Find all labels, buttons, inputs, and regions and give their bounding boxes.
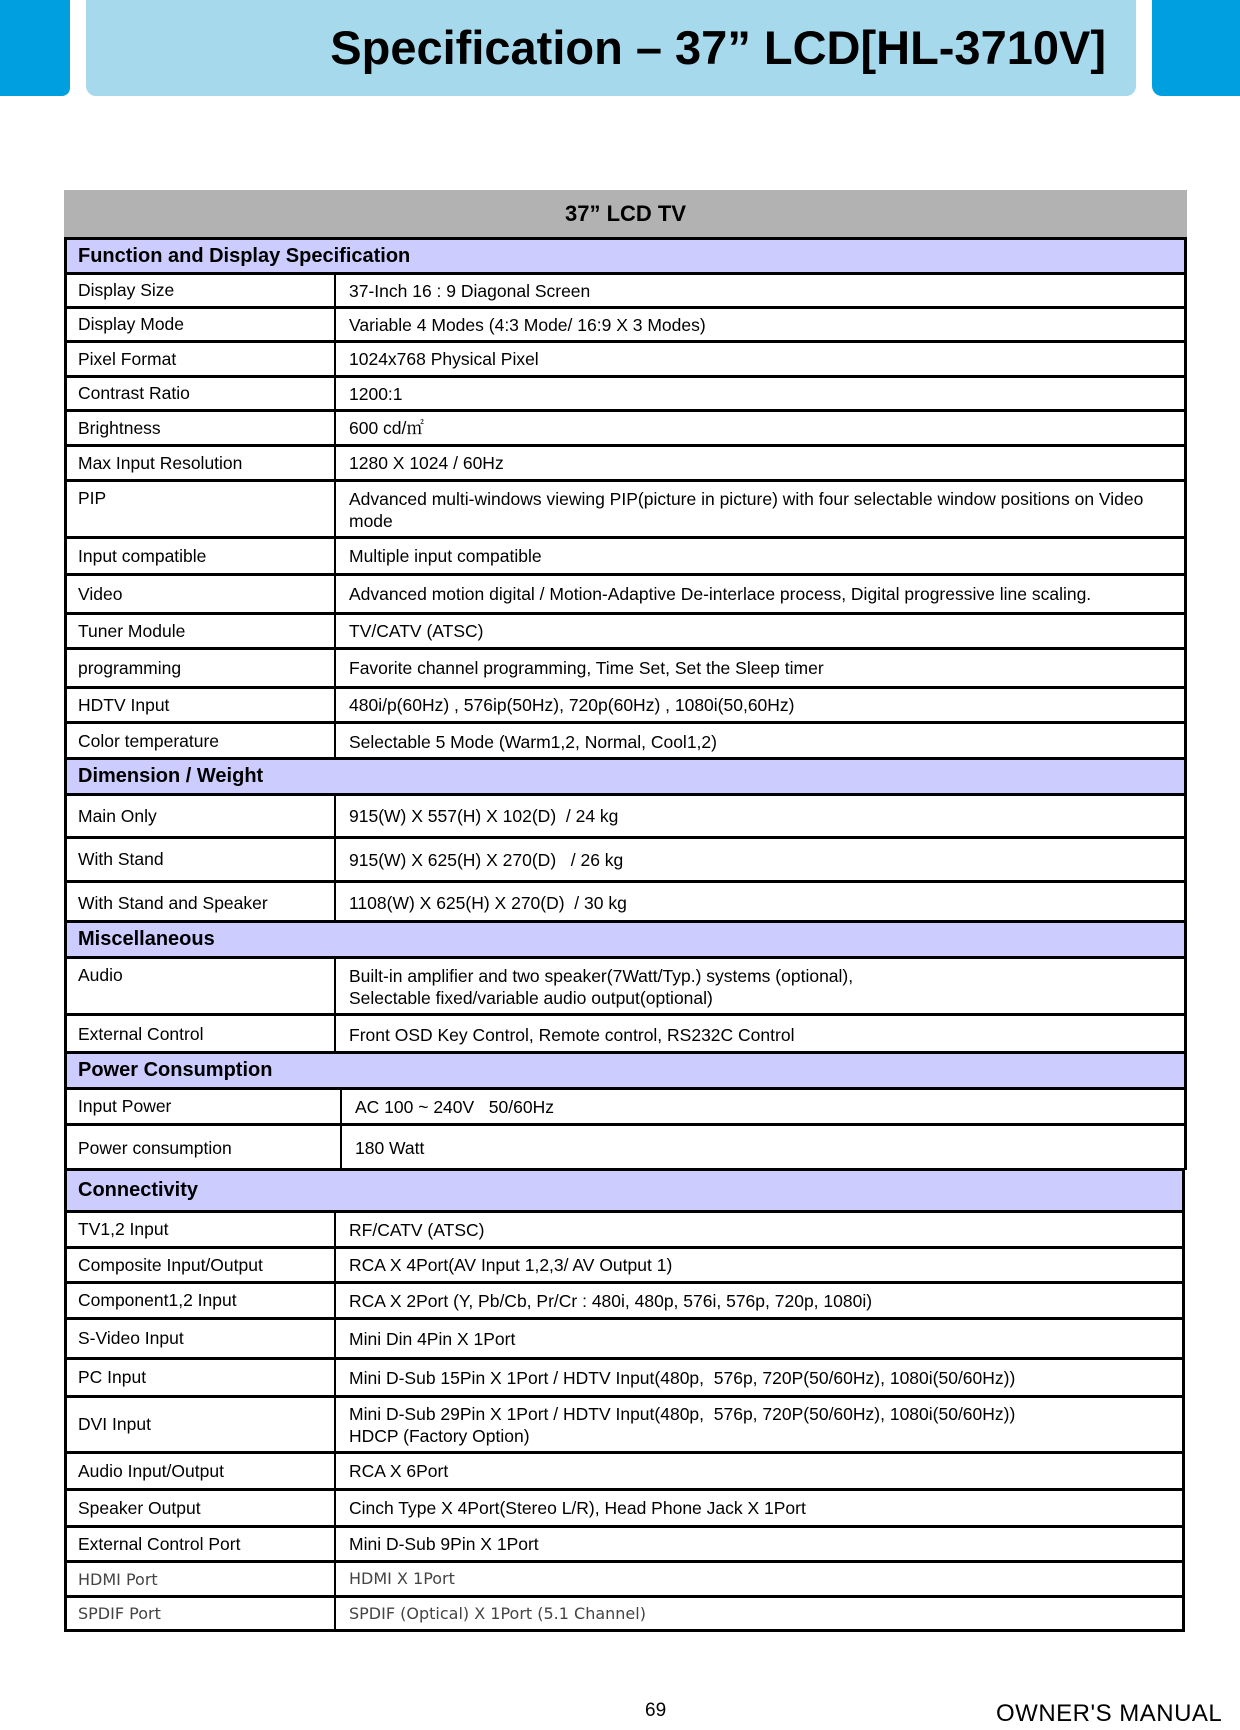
spec-value: 37-Inch 16 : 9 Diagonal Screen — [349, 280, 591, 301]
spec-value — [338, 1398, 1182, 1451]
spec-value: RF/CATV (ATSC) — [349, 1219, 485, 1240]
table-row — [64, 539, 1187, 576]
spec-value: Cinch Type X 4Port(Stereo L/R), Head Phone Jack X 1Port — [349, 1498, 806, 1518]
table-row — [64, 275, 1187, 309]
spec-label: External Control Port — [67, 1528, 336, 1560]
section-header-miscellaneous: Miscellaneous — [64, 920, 1187, 959]
table-row — [64, 1454, 1185, 1491]
table-row — [64, 1213, 1185, 1249]
spec-label: Audio Input/Output — [67, 1454, 336, 1488]
spec-value: 1024x768 Physical Pixel — [349, 349, 539, 369]
spec-value: 1280 X 1024 / 60Hz — [349, 453, 504, 473]
spec-value: Mini D-Sub 9Pin X 1Port — [349, 1534, 539, 1554]
spec-label: programming — [67, 650, 336, 686]
spec-label: Main Only — [67, 796, 336, 836]
table-row — [64, 447, 1187, 482]
spec-value-line: HDCP (Factory Option) — [349, 1425, 530, 1446]
spec-label: Brightness — [67, 412, 336, 444]
spec-label: With Stand and Speaker — [67, 883, 336, 923]
table-row — [64, 650, 1187, 689]
spec-label: Tuner Module — [67, 615, 336, 647]
table-row — [64, 1016, 1187, 1053]
spec-value: TV/CATV (ATSC) — [349, 621, 484, 641]
spec-value: Variable 4 Modes (4:3 Mode/ 16:9 X 3 Modes) — [349, 314, 706, 335]
table-row — [64, 1398, 1185, 1454]
table-row — [64, 378, 1187, 412]
table-title: 37” LCD TV — [64, 190, 1187, 237]
spec-label: Pixel Format — [67, 343, 336, 375]
spec-value: Favorite channel programming, Time Set, Set the Sleep timer — [349, 658, 824, 678]
spec-value: Mini Din 4Pin X 1Port — [349, 1328, 516, 1349]
spec-label: Display Size — [67, 275, 336, 306]
spec-value — [338, 959, 1184, 1013]
spec-label: PC Input — [67, 1360, 336, 1395]
spec-value-line: Mini D-Sub 29Pin X 1Port / HDTV Input(480p, 576p, 720P(50/60Hz), 1080i(50/60Hz)) — [349, 1403, 1016, 1424]
table-row — [64, 883, 1187, 923]
spec-label: HDTV Input — [67, 689, 336, 721]
table-row — [64, 1249, 1185, 1284]
table-row — [64, 1528, 1185, 1563]
table-row — [64, 482, 1187, 539]
spec-label: Color temperature — [67, 724, 336, 759]
section-header-power-consumption: Power Consumption — [64, 1051, 1187, 1090]
spec-value: Advanced multi-windows viewing PIP(picture in picture) with four selectable window positions on Video mode — [349, 489, 1144, 531]
section-header-function-display: Function and Display Specification — [64, 237, 1187, 275]
banner-left-block — [0, 0, 70, 96]
table-row — [64, 1320, 1185, 1360]
table-row — [64, 796, 1187, 839]
spec-value: 180 Watt — [355, 1138, 425, 1158]
spec-value: Mini D-Sub 15Pin X 1Port / HDTV Input(480p, 576p, 720P(50/60Hz), 1080i(50/60Hz)) — [349, 1367, 1016, 1388]
spec-value: 915(W) X 625(H) X 270(D) / 26 kg — [349, 849, 624, 870]
spec-label: Max Input Resolution — [67, 447, 336, 479]
spec-label: Video — [67, 576, 336, 612]
spec-value: HDMI X 1Port — [349, 1569, 455, 1588]
table-row — [64, 615, 1187, 650]
table-row — [64, 1090, 1187, 1126]
section-header-connectivity: Connectivity — [64, 1168, 1185, 1213]
table-row — [64, 343, 1187, 378]
spec-label: PIP — [67, 482, 336, 536]
table-row — [64, 309, 1187, 343]
spec-value: 480i/p(60Hz) , 576ip(50Hz), 720p(60Hz) , 1080i(50,60Hz) — [349, 695, 795, 715]
spec-value-line: Selectable fixed/variable audio output(optional) — [349, 988, 713, 1008]
table-row — [64, 576, 1187, 615]
table-row — [64, 724, 1187, 759]
table-row — [64, 839, 1187, 883]
spec-value: RCA X 6Port — [349, 1461, 449, 1481]
banner-right-block — [1152, 0, 1240, 96]
spec-label: TV1,2 Input — [67, 1213, 336, 1246]
spec-value: Advanced motion digital / Motion-Adaptive De-interlace process, Digital progressive line scaling. — [349, 584, 1092, 604]
spec-value: 915(W) X 557(H) X 102(D) / 24 kg — [349, 806, 619, 826]
spec-value: 600 cd/㎡ — [349, 418, 424, 438]
table-row — [64, 959, 1187, 1016]
spec-label: DVI Input — [67, 1398, 336, 1451]
spec-value: 1200:1 — [349, 383, 403, 404]
table-row — [64, 412, 1187, 447]
spec-value: RCA X 2Port (Y, Pb/Cb, Pr/Cr : 480i, 480p, 576i, 576p, 720p, 1080i) — [349, 1290, 873, 1311]
table-row — [64, 1360, 1185, 1398]
table-row — [64, 1563, 1185, 1598]
spec-value: Multiple input compatible — [349, 546, 542, 566]
spec-label: HDMI Port — [67, 1563, 336, 1595]
spec-label: Composite Input/Output — [67, 1249, 336, 1281]
table-row — [64, 1284, 1185, 1320]
table-row — [64, 1126, 1187, 1170]
spec-label: Speaker Output — [67, 1491, 336, 1525]
table-row — [64, 1598, 1185, 1632]
spec-label: Input compatible — [67, 539, 336, 573]
spec-label: Contrast Ratio — [67, 378, 336, 409]
spec-label: SPDIF Port — [67, 1598, 336, 1629]
spec-value: AC 100 ~ 240V 50/60Hz — [355, 1096, 554, 1117]
manual-label: OWNER'S MANUAL — [996, 1700, 1223, 1727]
spec-value: SPDIF (Optical) X 1Port (5.1 Channel) — [349, 1603, 646, 1623]
spec-label: Display Mode — [67, 309, 336, 340]
spec-label: External Control — [67, 1016, 336, 1053]
spec-label: Input Power — [67, 1090, 342, 1123]
section-header-dimension-weight: Dimension / Weight — [64, 757, 1187, 796]
table-row — [64, 689, 1187, 724]
spec-label: Power consumption — [67, 1126, 342, 1170]
page-title: Specification – 37” LCD[HL-3710V] — [330, 21, 1106, 74]
spec-label: With Stand — [67, 839, 336, 880]
page-number: 69 — [645, 1700, 667, 1721]
spec-value: RCA X 4Port(AV Input 1,2,3/ AV Output 1) — [349, 1255, 673, 1275]
spec-value: Selectable 5 Mode (Warm1,2, Normal, Cool1,2) — [349, 731, 717, 752]
spec-label: Component1,2 Input — [67, 1284, 336, 1317]
spec-value-line: Built-in amplifier and two speaker(7Watt/Typ.) systems (optional), — [349, 966, 854, 986]
spec-value: 1108(W) X 625(H) X 270(D) / 30 kg — [349, 893, 627, 913]
spec-label: Audio — [67, 959, 336, 1013]
spec-label: S-Video Input — [67, 1320, 336, 1357]
spec-value: Front OSD Key Control, Remote control, RS232C Control — [349, 1024, 795, 1045]
table-row — [64, 1491, 1185, 1528]
